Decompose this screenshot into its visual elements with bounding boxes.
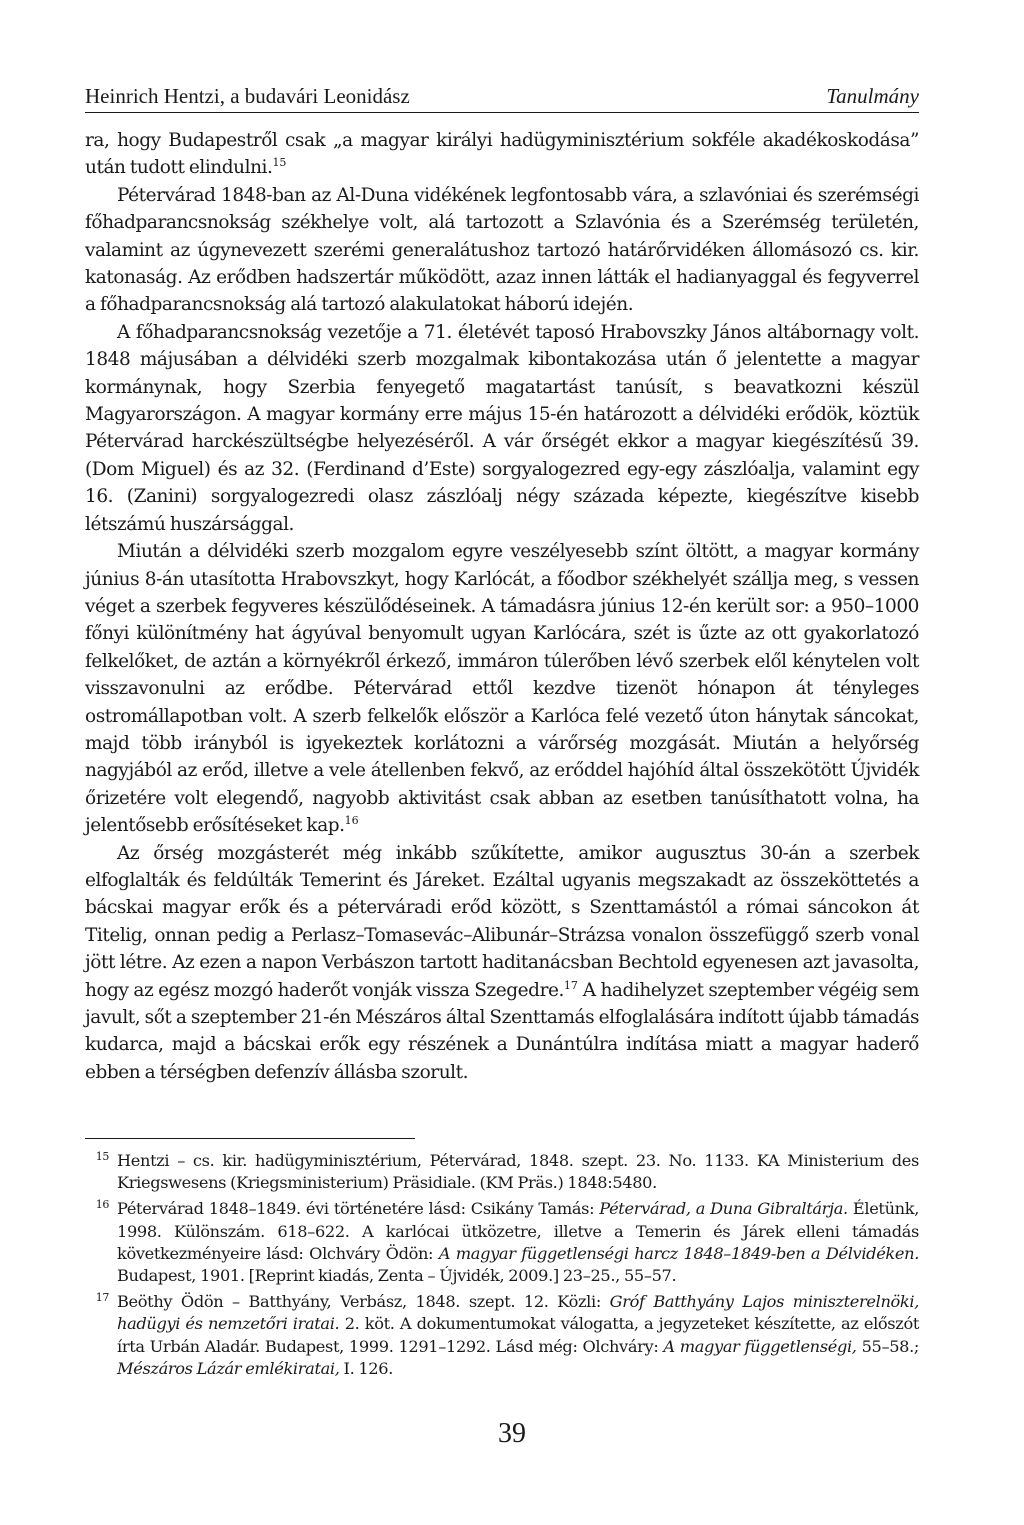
page-number: 39	[498, 1418, 526, 1449]
footnote-divider	[85, 1138, 415, 1139]
footnote-text: Beöthy Ödön – Batthyány, Verbász, 1848. szept. 12. Közli:	[117, 1292, 610, 1312]
footnote-number: 16	[95, 1198, 109, 1212]
footnote-text: I. 126.	[339, 1358, 394, 1378]
paragraph-5-continued: A hadihelyzet szeptember végéig sem javult, sőt a szeptember 21-én Mészáros által Szenttamás elfoglalására indított újabb támadás kudarca, majd a bácskai erők egy részének a Dunántúlra indítása miatt a magyar haderő ebben a térségben defenzív állásba szorult.	[85, 979, 919, 1083]
header-title: Heinrich Hentzi, a budavári Leonidász	[85, 84, 410, 108]
footnote-text: 55–58.;	[856, 1336, 920, 1356]
footnote-text: 2. köt. A dokumentumokat válogatta, a jegyzeteket készítette, az előszót írta Urbán Aladár. Budapest, 1999. 1291–1292. Lásd még: Olchváry:	[117, 1314, 919, 1356]
footnote-title: A magyar függetlenségi harcz 1848–1849-ben a Délvidéken.	[438, 1243, 919, 1263]
footnote-16	[85, 1198, 919, 1287]
paragraph-4-text: Miután a délvidéki szerb mozgalom egyre veszélyesebb színt öltött, a magyar kormány június 8-án utasította Hrabovszkyt, hogy Karlócát, a főodbor székhelyét szállja meg, s vessen véget a szerbek fegyveres készülődéseinek. A támadásra június 12-én került sor: a 950–1000 főnyi különítmény hat ágyúval benyomult ugyan Karlócára, szét is űzte az ott gyakorlatozó felkelőket, de aztán a környékről érkező, immáron túlerőben lévő szerbek elől kénytelen volt visszavonulni az erődbe. Pétervárad ettől kezdve tizenöt hónapon át tényleges ostromállapotban volt. A szerb felkelők először a Karlóca felé vezető úton hánytak sáncokat, majd több irányból is igyekeztek korlátozni a várőrség mozgását. Miután a helyőrség nagyjából az erőd, illetve a vele átellenben fekvő, az erőddel hajóhíd által összekötött Újvidék őrizetére volt elegendő, nagyobb aktivitást csak abban az esetben tanúsíthatott volna, ha jelentősebb erősítéseket kap.	[85, 541, 919, 837]
footnote-title: Mészáros Lázár emlékiratai,	[117, 1358, 340, 1378]
paragraph-4	[85, 538, 919, 839]
paragraph-5-text: Az őrség mozgásterét még inkább szűkítette, amikor augusztus 30-án a szerbek elfoglalták és feldúlták Temerint és Járeket. Ezáltal ugyanis megszakadt az összeköttetés a bácskai magyar erők és a péterváradi erőd között, s Szenttamástól a római sáncokon át Titelig, onnan pedig a Perlasz–Tomasevác–Alibunár–Strázsa vonalon összefüggő szerb vonal jött létre. Az ezen a napon Verbászon tartott haditanácsban Bechtold egyenesen azt javasolta, hogy az egész mozgó haderőt vonják vissza Szegedre.	[85, 842, 919, 1001]
footnote-text: Hentzi – cs. kir. hadügyminisztérium, Pétervárad, 1848. szept. 23. No. 1133. KA Ministerium des Kriegswesens (Kriegsministerium) Präsidiale. (KM Präs.) 1848:5480.	[117, 1151, 919, 1193]
body-text	[85, 127, 919, 1086]
footnote-ref-16[interactable]: 16	[344, 814, 359, 828]
footnote-number: 15	[95, 1150, 109, 1163]
running-header	[85, 84, 919, 113]
footnote-title: A magyar függetlenségi,	[663, 1336, 857, 1356]
footnotes	[85, 1150, 919, 1384]
paragraph-5	[85, 840, 919, 1087]
paragraph-2: Pétervárad 1848-ban az Al-Duna vidékének legfontosabb vára, a szlavóniai és szerémségi főhadparancsnokság székhelye volt, alá tartozott a Szlavónia és a Szerémség területén, valamint az úgynevezett szerémi generalátushoz tartozó határőrvidéken állomásozó cs. kir. katonaság. Az erődben hadszertár működött, azaz innen látták el hadianyaggal és fegyverrel a főhadparancsnokság alá tartozó alakulatokat háború idején.	[85, 184, 919, 316]
footnote-17	[85, 1291, 919, 1380]
footnote-text: Budapest, 1901. [Reprint kiadás, Zenta – Újvidék, 2009.] 23–25., 55–57.	[117, 1266, 677, 1286]
footnote-ref-17[interactable]: 17	[563, 978, 578, 992]
footnote-number: 17	[95, 1291, 109, 1305]
paragraph-3: A főhadparancsnokság vezetője a 71. életévét taposó Hrabovszky János altábornagy volt. 1848 májusában a délvidéki szerb mozgalmak kibontakozása után ő jelentette a magyar kormánynak, hogy Szerbia fenyegető magatartást tanúsít, s beavatkozni készül Magyarországon. A magyar kormány erre május 15-én határozott a délvidéki erődök, köztük Pétervárad harckészültségbe helyezéséről. A vár őrségét ekkor a magyar kiegészítésű 39. (Dom Miguel) és az 32. (Ferdinand d’Este) sorgyalogezred egy-egy zászlóalja, valamint egy 16. (Zanini) sorgyalogezredi olasz zászlóalj négy százada képezte, kiegészítve kisebb létszámú huszársággal.	[85, 321, 919, 535]
footnote-title: Pétervárad, a Duna Gibraltárja.	[599, 1199, 848, 1219]
footnote-title: Gróf Batthyány Lajos miniszterelnöki, hadügyi és nemzetőri iratai.	[117, 1292, 919, 1334]
footnote-text: Életünk, 1998. Különszám. 618–622. A karlócai ütközetre, illetve a Temerin és Járek elleni támadás következményeire lásd: Olchváry Ödön:	[117, 1199, 919, 1263]
footnote-ref-15[interactable]: 15	[272, 156, 287, 170]
paragraph-1	[85, 127, 919, 182]
header-section: Tanulmány	[826, 84, 919, 108]
footnote-15	[85, 1150, 919, 1194]
footnote-text: Pétervárad 1848–1849. évi történetére lásd: Csikány Tamás:	[117, 1199, 600, 1219]
paragraph-1-text: ra, hogy Budapestről csak „a magyar királyi hadügyminisztérium sokféle akadékoskodása” után tudott elindulni.	[85, 130, 919, 179]
